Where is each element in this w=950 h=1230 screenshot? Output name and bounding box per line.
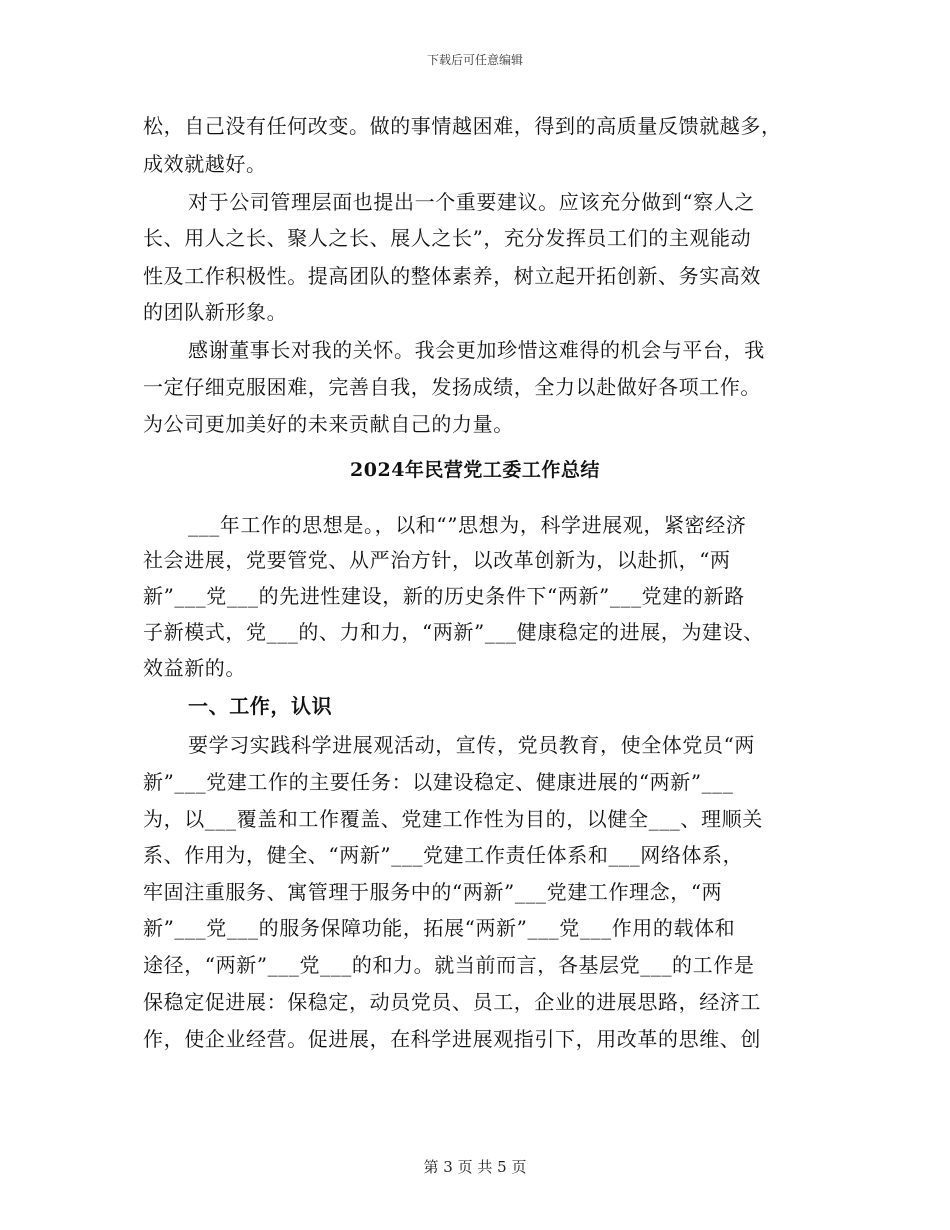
page-header: 下载后可任意编辑 [426, 53, 523, 67]
paragraph-line: 一定仔细克服困难，完善自我，发扬成绩，全力以赴做好各项工作。 [143, 375, 761, 399]
paragraph-line: 的团队新形象。 [143, 300, 288, 324]
paragraph-line: 作，使企业经营。促进展，在科学进展观指引下，用改革的思维、创 [143, 1027, 761, 1051]
page-footer: 第 3 页 共 5 页 [423, 1158, 527, 1176]
paragraph-line: 新”___党建工作的主要任务：以建设稳定、健康进展的“两新”___ [143, 770, 734, 794]
paragraph-line: 途径，“两新”___党___的和力。就当前而言，各基层党___的工作是 [143, 953, 755, 977]
paragraph-line: 要学习实践科学进展观活动，宣传，党员教育，使全体党员“两 [188, 733, 756, 757]
paragraph-line: 性及工作积极性。提高团队的整体素养，树立起开拓创新、务实高效 [143, 264, 761, 288]
paragraph-line: 新”___党___的服务保障功能，拓展“两新”___党___作用的载体和 [143, 916, 736, 940]
paragraph-line: 保稳定促进展：保稳定，动员党员、员工，企业的进展思路，经济工 [143, 990, 761, 1014]
paragraph-line: 牢固注重服务、寓管理于服务中的“两新”___党建工作理念，“两 [143, 880, 723, 904]
paragraph-line: 长、用人之长、聚人之长、展人之长”，充分发挥员工们的主观能动 [143, 226, 752, 250]
paragraph-line: 为，以___覆盖和工作覆盖、党建工作性为目的，以健全___、理顺关 [143, 807, 763, 831]
document-title: 2024年民营党工委工作总结 [350, 459, 600, 481]
paragraph-line: 成效就越好。 [143, 152, 267, 176]
paragraph-line: 对于公司管理层面也提出一个重要建议。应该充分做到“察人之 [188, 190, 756, 214]
paragraph-line: 新”___党___的先进性建设，新的历史条件下“两新”___党建的新路 [143, 584, 745, 608]
paragraph-line: ___年工作的思想是。，以和“”思想为，科学进展观，紧密经济 [188, 513, 747, 537]
paragraph-line: 社会进展，党要管党、从严治方针，以改革创新为，以赴抓，“两 [143, 548, 731, 572]
paragraph-line: 为公司更加美好的未来贡献自己的力量。 [143, 412, 514, 436]
paragraph-line: 子新模式，党___的、力和力，“两新”___健康稳定的进展，为建设、 [143, 620, 764, 644]
section-heading: 一、工作，认识 [188, 694, 333, 718]
paragraph-line: 系、作用为，健全、“两新”___党建工作责任体系和___网络体系， [143, 843, 744, 867]
paragraph-line: 感谢董事长对我的关怀。我会更加珍惜这难得的机会与平台，我 [188, 338, 765, 362]
paragraph-line: 效益新的。 [143, 656, 246, 680]
paragraph-line: 松，自己没有任何改变。做的事情越困难，得到的高质量反馈就越多， [143, 114, 782, 138]
